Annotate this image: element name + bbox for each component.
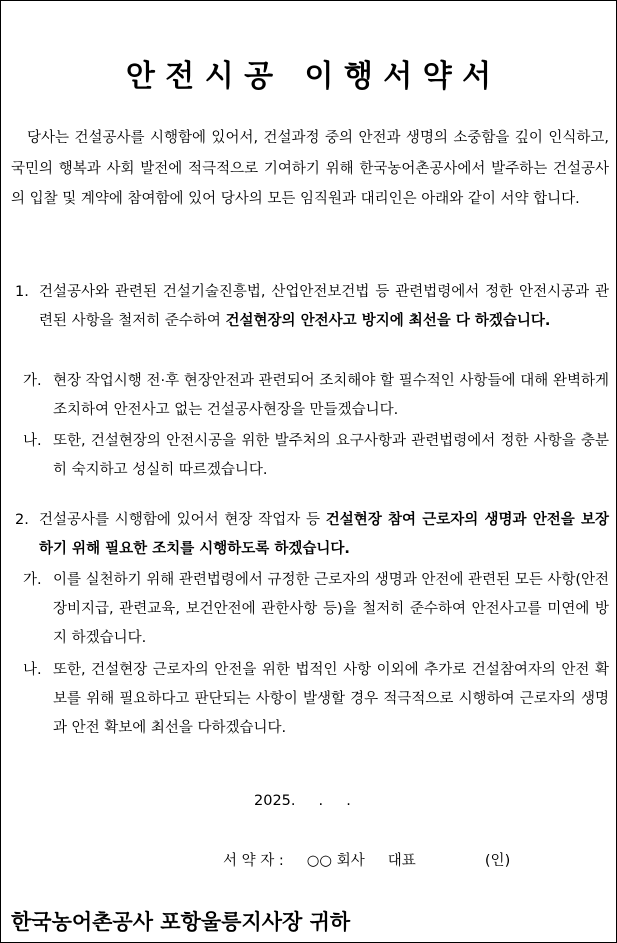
sub-text: 또한, 건설현장 근로자의 안전을 위한 법적인 사항 이외에 추가로 건설참여자의 안전 확보를 위해 필요하다고 판단되는 사항이 발생할 경우 적극적으로 시행하여 근로자의 생명과 안전 확보에 최선을 다하겠습니다. [53, 662, 609, 736]
pledge-item-2-sub-a [23, 566, 609, 653]
sub-label: 가. [23, 373, 42, 389]
sub-text: 이를 실천하기 위해 관련법령에서 규정한 근로자의 생명과 안전에 관련된 모든 사항(안전장비지급, 관련교육, 보건안전에 관한사항 등)을 철저히 준수하여 안전사고를 미연에 방지 하겠습니다. [53, 572, 609, 646]
pledge-item-1 [15, 278, 609, 336]
sub-label: 나. [23, 433, 42, 449]
item-number: 1. [15, 284, 29, 300]
pledge-date: 2025. . . [254, 793, 351, 809]
sub-label: 나. [23, 662, 42, 678]
item-text: 건설공사와 관련된 건설기술진흥법, 산업안전보건법 등 관련법령에서 정한 안전시공과 관련된 사항을 철저히 준수하여 [39, 284, 609, 329]
pledge-item-2 [15, 506, 609, 564]
item-number: 2. [15, 512, 29, 528]
pledge-item-2-sub-b [23, 656, 609, 743]
sub-text: 또한, 건설현장의 안전시공을 위한 발주처의 요구사항과 관련법령에서 정한 사항을 충분히 숙지하고 성실히 따르겠습니다. [53, 433, 609, 478]
item-text-bold: 건설현장 참여 근로자의 생명과 안전을 보장하기 위해 필요한 조치를 시행하도록 하겠습니다. [39, 512, 609, 557]
signature-line: 서 약 자 : ○○ 회사 대표 (인) [223, 853, 511, 869]
item-text: 건설공사를 시행함에 있어서 현장 작업자 등 [39, 512, 326, 528]
item-text-bold: 건설현장의 안전사고 방지에 최선을 다 하겠습니다. [225, 313, 551, 329]
intro-paragraph: 당사는 건설공사를 시행함에 있어서, 건설과정 중의 안전과 생명의 소중함을 깊이 인식하고, 국민의 행복과 사회 발전에 적극적으로 기여하기 위해 한국농어촌공사에서 발주하는 건설공사의 입찰 및 계약에 참여함에 있어 당사의 모든 임직원과 대리인은 아래와 같이 서약 합니다. [11, 130, 609, 207]
sub-text: 현장 작업시행 전·후 현장안전과 관련되어 조치해야 할 필수적인 사항들에 대해 완벽하게 조치하여 안전사고 없는 건설공사현장을 만들겠습니다. [53, 373, 609, 418]
pledge-item-1-sub-b [23, 427, 609, 485]
sub-label: 가. [23, 572, 42, 588]
document-title: 안 전 시 공 이 행 서 약 서 [125, 59, 492, 94]
pledge-item-1-sub-a [23, 367, 609, 425]
recipient-line: 한국농어촌공사 포항울릉지사장 귀하 [11, 910, 351, 934]
